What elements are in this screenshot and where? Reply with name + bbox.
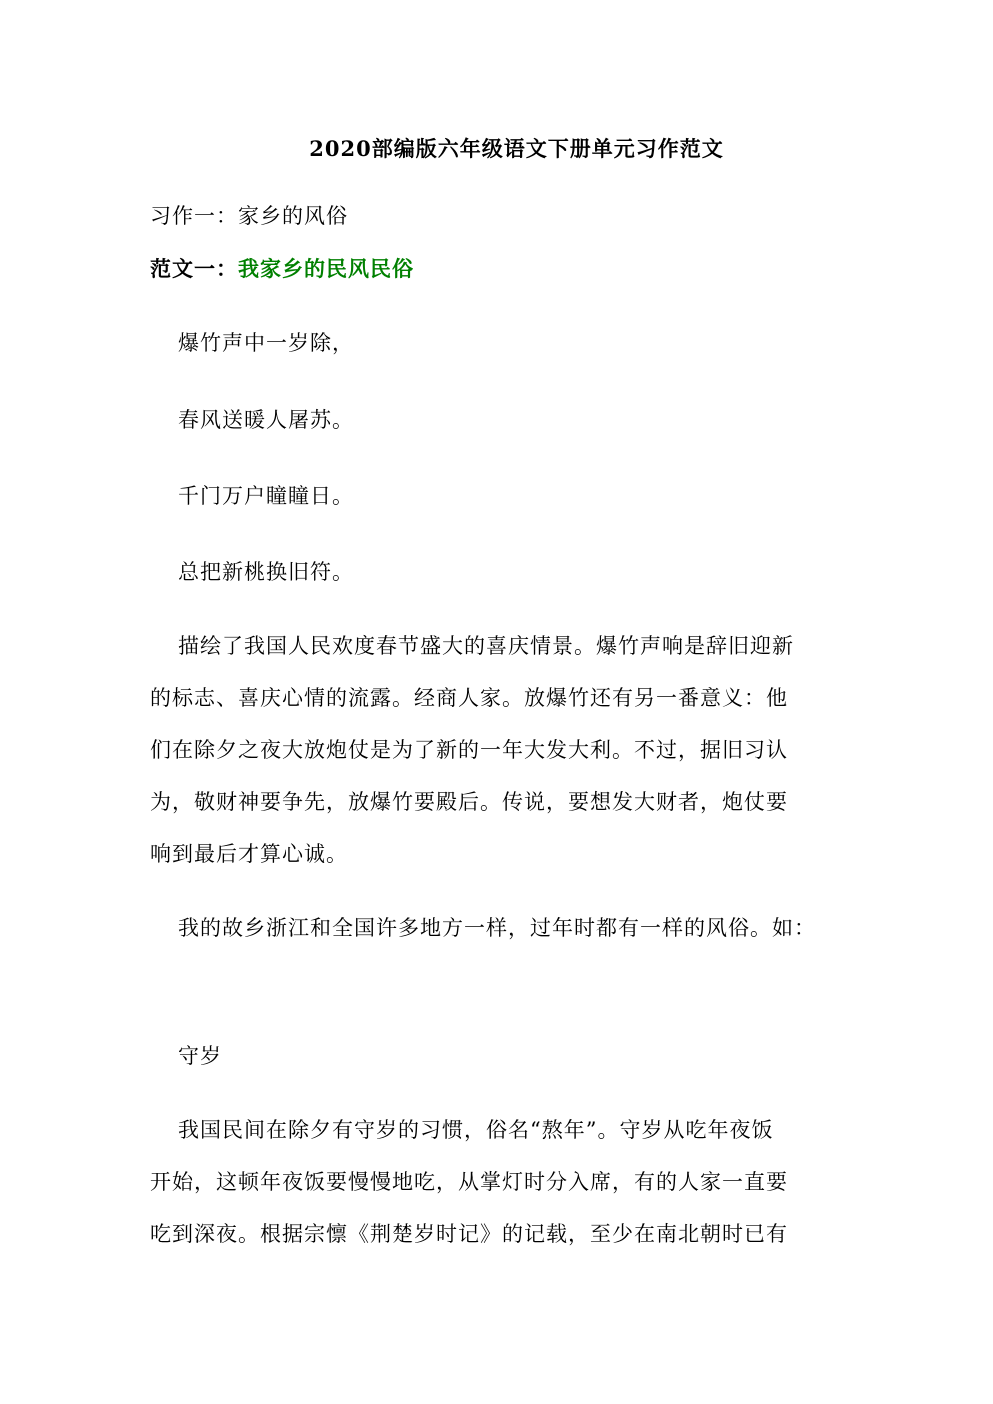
sample-label: 范文一： (150, 256, 238, 281)
paragraph-line: 响到最后才算心诚。 (150, 842, 348, 866)
section-heading: 守岁 (178, 1044, 222, 1068)
sample-heading (150, 253, 414, 283)
sample-title: 我家乡的民风民俗 (238, 256, 414, 281)
paragraph-line: 我国民间在除夕有守岁的习惯，俗名“熬年”。守岁从吃年夜饭 (178, 1118, 774, 1142)
assignment-heading: 习作一：家乡的风俗 (150, 204, 348, 228)
paragraph-line: 的标志、喜庆心情的流露。经商人家。放爆竹还有另一番意义：他 (150, 686, 788, 710)
poem-line: 爆竹声中一岁除， (178, 331, 354, 355)
poem-line: 总把新桃换旧符。 (178, 560, 354, 584)
paragraph-line: 为，敬财神要争先，放爆竹要殿后。传说，要想发大财者，炮仗要 (150, 790, 788, 814)
paragraph-line: 开始，这顿年夜饭要慢慢地吃，从掌灯时分入席，有的人家一直要 (150, 1170, 788, 1194)
paragraph-line: 吃到深夜。根据宗懔《荆楚岁时记》的记载，至少在南北朝时已有 (150, 1222, 788, 1246)
paragraph-line: 们在除夕之夜大放炮仗是为了新的一年大发大利。不过，据旧习认 (150, 738, 788, 762)
document-title: 2020部编版六年级语文下册单元习作范文 (309, 136, 724, 161)
paragraph-line: 描绘了我国人民欢度春节盛大的喜庆情景。爆竹声响是辞旧迎新 (178, 634, 794, 658)
paragraph-line: 我的故乡浙江和全国许多地方一样，过年时都有一样的风俗。如： (178, 916, 816, 940)
poem-line: 春风送暖人屠苏。 (178, 408, 354, 432)
poem-line: 千门万户瞳瞳日。 (178, 484, 354, 508)
